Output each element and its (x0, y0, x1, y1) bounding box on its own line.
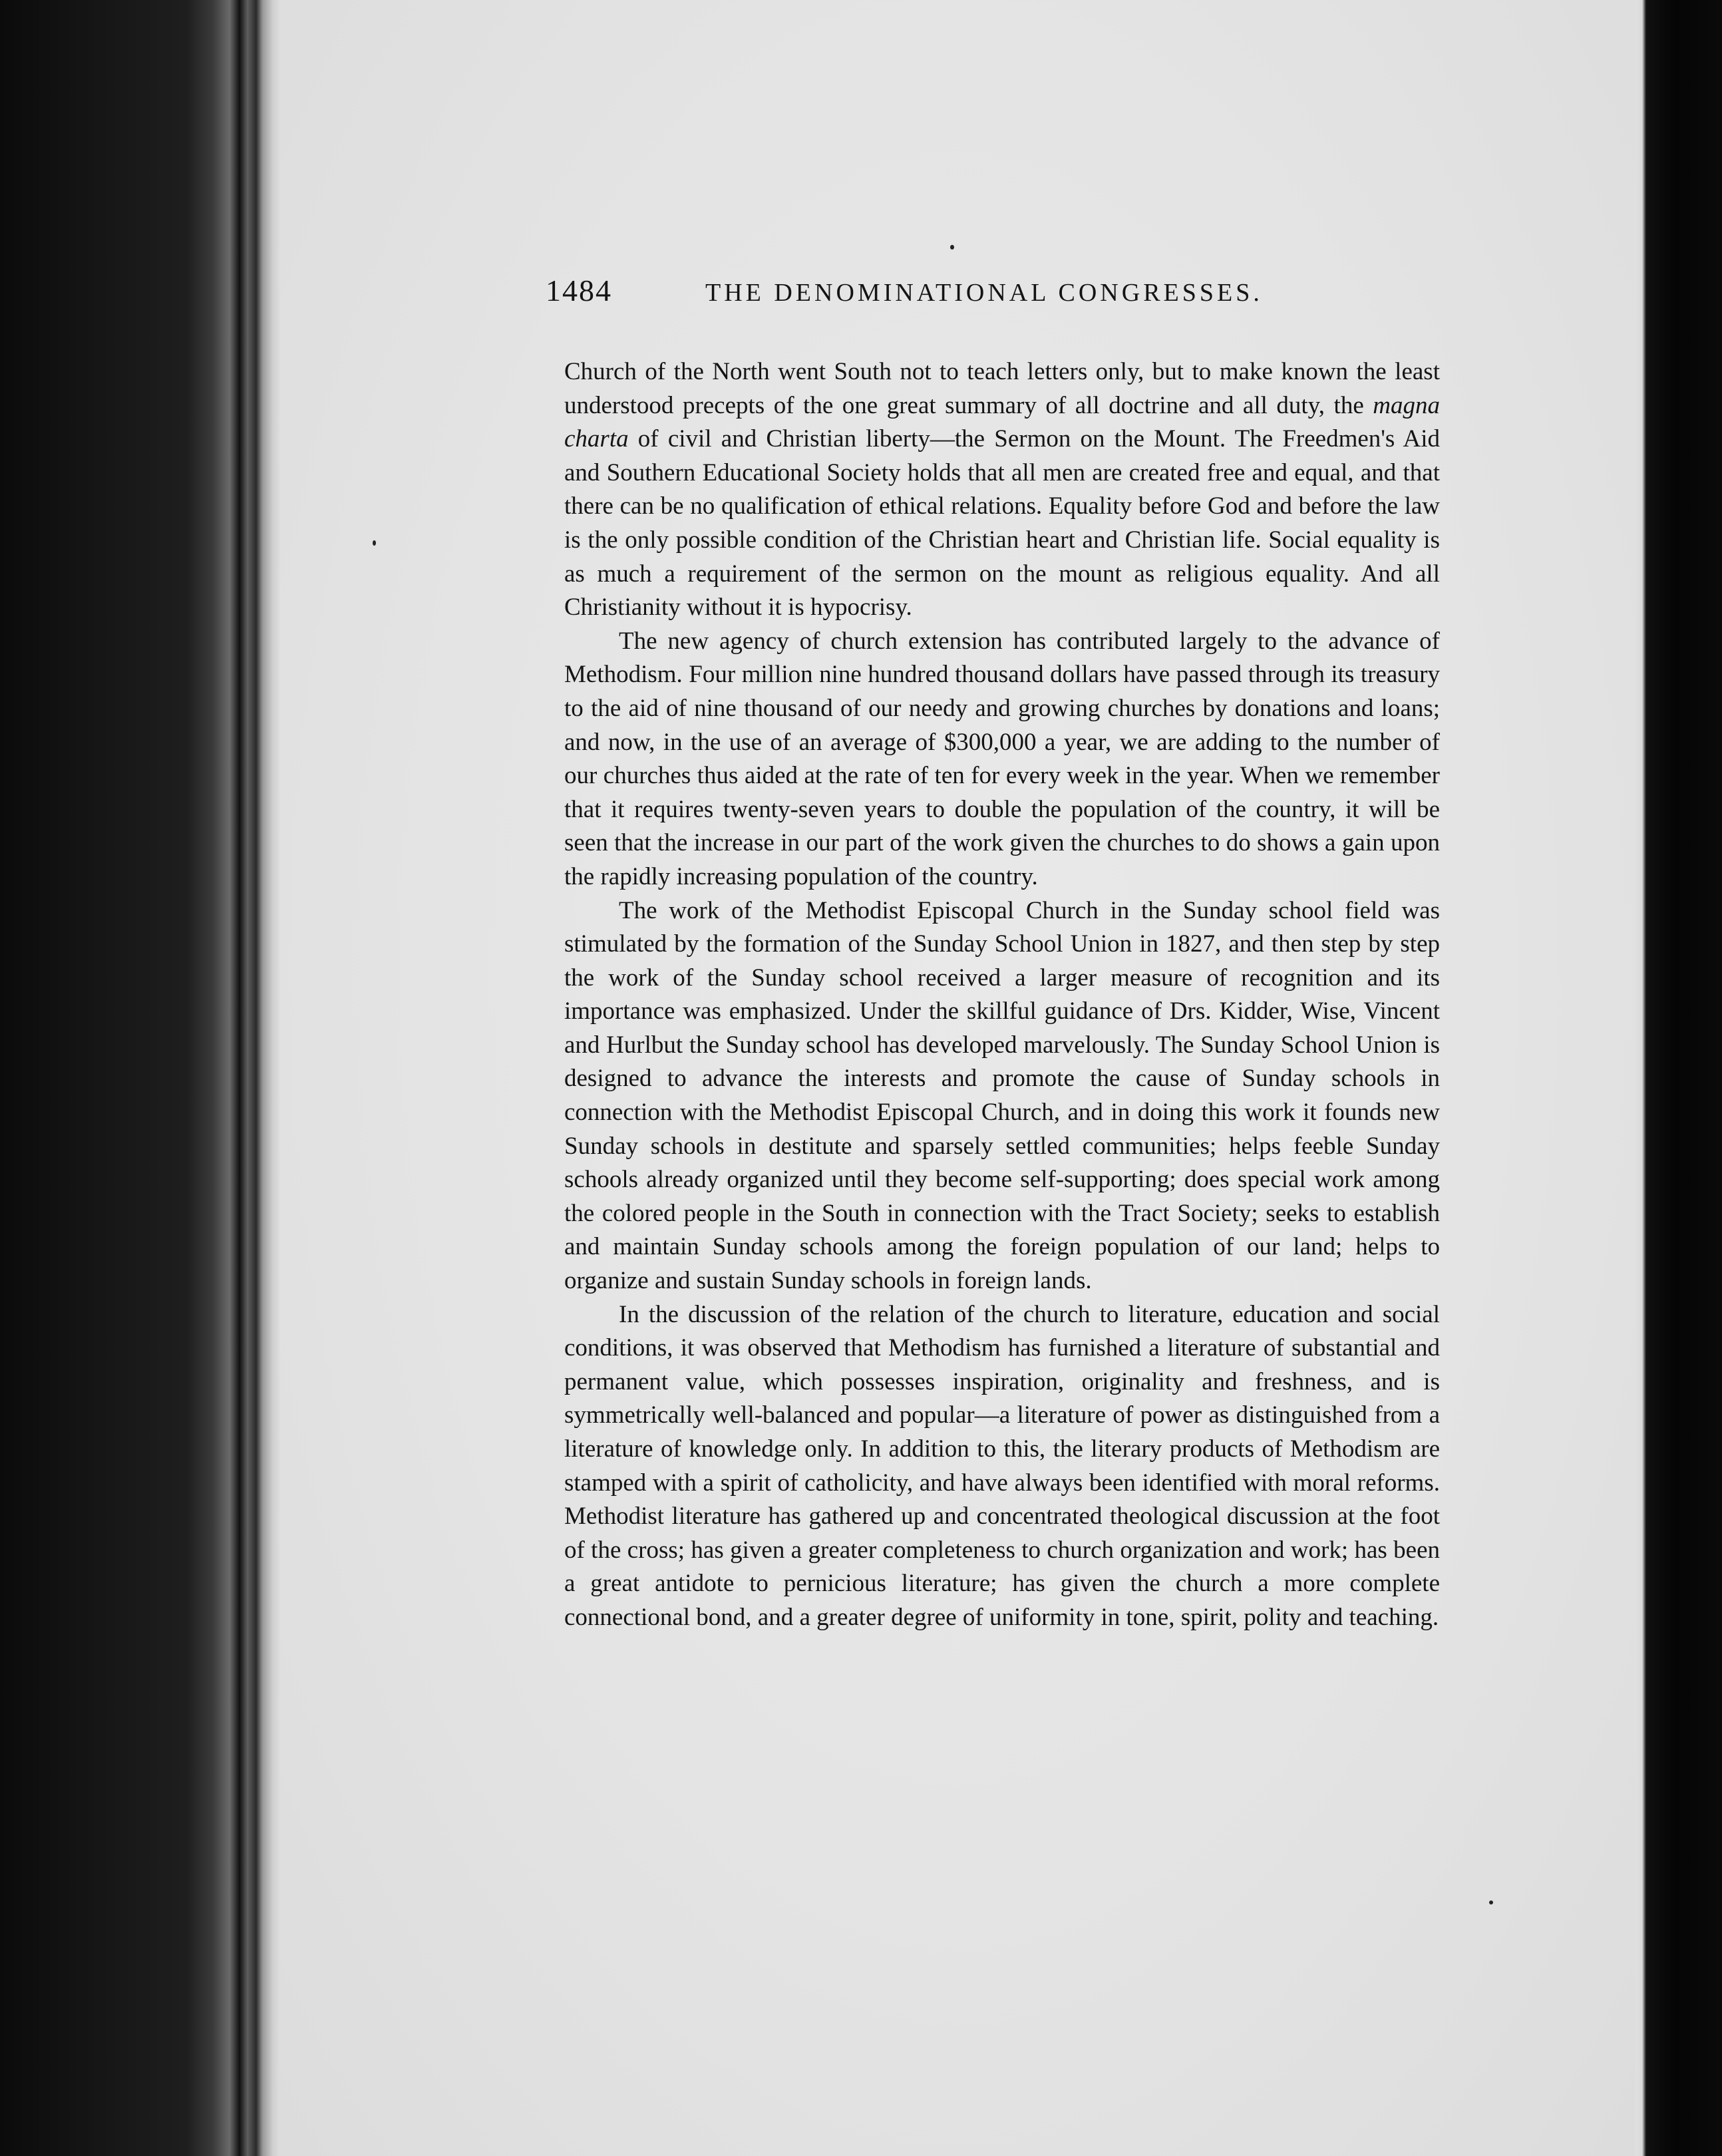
dust-speck (1489, 1900, 1493, 1904)
paragraph-freedmens-aid (564, 355, 1440, 625)
paragraph-text: Church of the North went South not to teach letters only, but to make known the least understood precepts of the one great summary of all doctrine and all duty, the (564, 358, 1440, 419)
page-edge-shadow (1636, 0, 1722, 2156)
italic-phrase: magna charta (564, 391, 1440, 453)
dust-speck (373, 540, 376, 546)
paragraph-sunday-school: The work of the Methodist Episcopal Church in the Sunday school field was stimulated by the formation of the Sunday School Union in 1827, and then step by step the work of the Sunday school received a larger measure of recognition and its importance was emphasized. Under the skillful guidance of Drs. Kidder, Wise, Vincent and Hurlbut the Sunday school has developed marvelously. The Sunday School Union is designed to advance the interests and promote the cause of Sunday schools in connection with the Methodist Episcopal Church, and in doing this work it founds new Sunday schools in destitute and sparsely settled communities; helps feeble Sunday schools already organized until they become self-supporting; does special work among the colored people in the South in connection with the Tract Society; seeks to establish and maintain Sunday schools among the foreign population of our land; helps to organize and sustain Sunday schools in foreign lands. (564, 896, 1440, 1295)
paragraph-literature: In the discussion of the relation of the church to literature, education and social conditions, it was observed that Methodism has furnished a literature of substantial and permanent value, which possesses inspiration, originality and freshness, and is symmetrically well-balanced and popular—a literature of power as distinguished from a literature of knowledge only. In addition to this, the literary products of Methodism are stamped with a spirit of catholicity, and have always been identified with moral reforms. Methodist literature has gathered up and concentrated theological discussion at the foot of the cross; has given a greater completeness to church organization and work; has been a great antidote to pernicious literature; has given the church a more complete connectional bond, and a greater degree of uniformity in tone, spirit, polity and teaching. (564, 1300, 1440, 1631)
paragraph-text: of civil and Christian liberty—the Sermon on the Mount. The Freedmen's Aid and Southern Educational Society holds that all men are created free and equal, and that there can be no qualification of ethical relations. Equality before God and before the law is the only possible condition of the Christian heart and Christian life. Social equality is as much a requirement of the sermon on the mount as religious equality. And all Christianity without it is hypocrisy. (564, 425, 1440, 622)
running-title: THE DENOMINATIONAL CONGRESSES. (705, 279, 1263, 307)
page-number: 1484 (546, 273, 612, 307)
dust-speck (950, 245, 954, 250)
page-content (546, 273, 1440, 1635)
running-header (546, 273, 1424, 326)
paragraph-church-extension: The new agency of church extension has contributed largely to the advance of Methodism. Four million nine hundred thousand dollars have passed through its treasury to the aid of nine thousand of our needy and growing churches by donations and loans; and now, in the use of an average of $300,000 a year, we are adding to the number of our churches thus aided at the rate of ten for every week in the year. When we remember that it requires twenty-seven years to double the population of the country, it will be seen that the increase in our part of the work given the churches to do shows a gain upon the rapidly increasing population of the country. (564, 627, 1440, 890)
book-binding-shadow (0, 0, 279, 2156)
body-text (564, 355, 1440, 1635)
